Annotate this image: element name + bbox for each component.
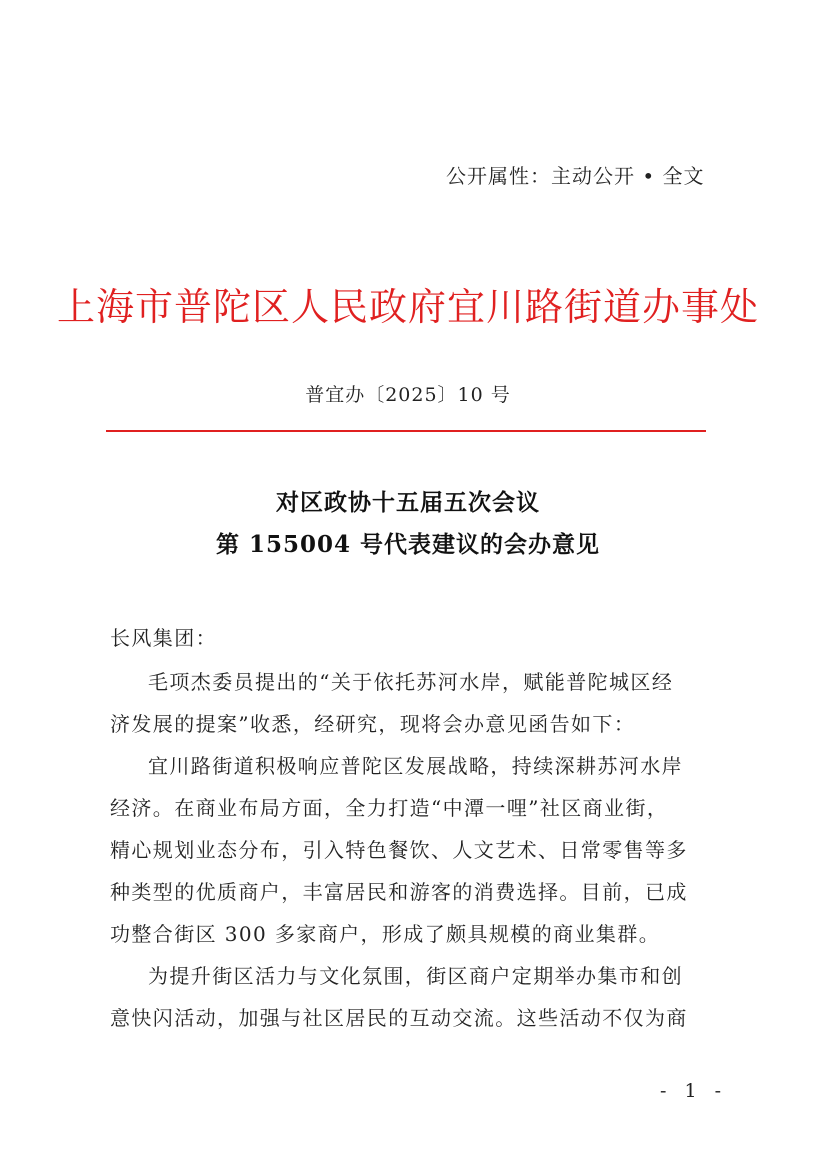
disclosure-attribute: 公开属性：主动公开 • 全文 <box>446 164 705 188</box>
body-line: 毛项杰委员提出的“关于依托苏河水岸，赋能普陀城区经 <box>148 670 674 694</box>
body-line: 精心规划业态分布，引入特色餐饮、人文艺术、日常零售等多 <box>110 838 688 862</box>
issuing-authority: 上海市普陀区人民政府宜川路街道办事处 <box>56 285 759 329</box>
document-title-line-2: 第 155004 号代表建议的会办意见 <box>215 531 601 558</box>
salutation: 长风集团： <box>110 626 217 650</box>
red-divider-line <box>106 430 706 432</box>
body-line: 宜川路街道积极响应普陀区发展战略，持续深耕苏河水岸 <box>148 754 683 778</box>
body-line: 济发展的提案”收悉，经研究，现将会办意见函告如下： <box>110 712 636 736</box>
document-title-line-1: 对区政协十五届五次会议 <box>276 489 540 516</box>
body-line: 功整合街区 300 多家商户，形成了颇具规模的商业集群。 <box>110 922 661 946</box>
body-line: 种类型的优质商户，丰富居民和游客的消费选择。目前，已成 <box>110 880 688 904</box>
document-number: 普宜办〔2025〕10 号 <box>305 384 511 406</box>
body-line: 经济。在商业布局方面，全力打造“中潭一哩”社区商业街， <box>110 796 669 820</box>
body-line: 意快闪活动，加强与社区居民的互动交流。这些活动不仅为商 <box>110 1006 688 1030</box>
page-number: - 1 - <box>660 1080 728 1102</box>
body-line: 为提升街区活力与文化氛围，街区商户定期举办集市和创 <box>148 964 683 988</box>
